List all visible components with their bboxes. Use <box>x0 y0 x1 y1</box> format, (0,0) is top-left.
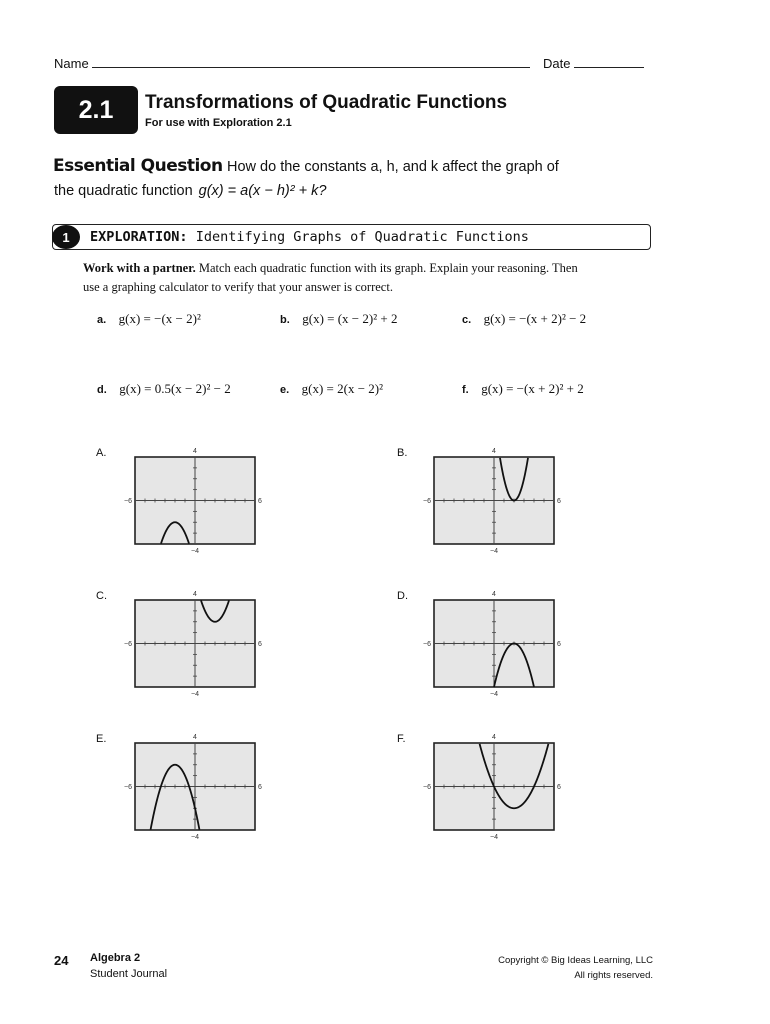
x-max-label: 6 <box>557 498 561 505</box>
y-min-label: −4 <box>191 691 199 698</box>
y-max-label: 4 <box>193 591 197 598</box>
y-max-label: 4 <box>492 734 496 741</box>
name-line <box>92 56 530 68</box>
exploration-title: Identifying Graphs of Quadratic Functions <box>195 229 529 245</box>
page-number: 24 <box>54 953 69 968</box>
graph-a <box>115 442 270 557</box>
x-min-label: −6 <box>124 784 132 791</box>
essential-question-label: Essential Question <box>53 156 223 176</box>
function-item-b <box>280 310 397 328</box>
book-subtitle: Student Journal <box>90 968 168 980</box>
graph-letter-f: F. <box>397 733 406 745</box>
graph-letter-c: C. <box>96 590 107 602</box>
function-item-a <box>97 310 201 328</box>
y-min-label: −4 <box>490 834 498 841</box>
x-max-label: 6 <box>557 641 561 648</box>
instructions-bold: Work with a partner. <box>83 261 196 275</box>
y-max-label: 4 <box>492 591 496 598</box>
graph-d <box>414 585 569 700</box>
y-max-label: 4 <box>193 734 197 741</box>
graph-f <box>414 728 569 843</box>
rights-reserved: All rights reserved. <box>574 970 653 981</box>
page-title: Transformations of Quadratic Functions <box>145 92 508 113</box>
essential-question-line2: the quadratic function <box>54 183 193 199</box>
function-item-f <box>462 380 584 398</box>
exploration-heading <box>90 229 529 245</box>
x-min-label: −6 <box>124 498 132 505</box>
y-min-label: −4 <box>490 691 498 698</box>
exploration-label: EXPLORATION: <box>90 229 188 245</box>
function-expression: g(x) = −(x − 2)² <box>118 311 201 326</box>
graph-b <box>414 442 569 557</box>
name-label: Name <box>54 56 89 71</box>
book-title: Algebra 2 <box>90 952 141 964</box>
function-expression: g(x) = (x − 2)² + 2 <box>302 311 398 326</box>
essential-question-line2-wrap <box>54 183 326 199</box>
x-max-label: 6 <box>258 641 262 648</box>
graph-letter-d: D. <box>397 590 408 602</box>
y-min-label: −4 <box>191 548 199 555</box>
essential-question-formula: g(x) = a(x − h)² + k? <box>198 183 327 199</box>
y-max-label: 4 <box>193 448 197 455</box>
function-letter: c. <box>462 314 472 326</box>
y-min-label: −4 <box>490 548 498 555</box>
x-min-label: −6 <box>423 498 431 505</box>
graph-letter-e: E. <box>96 733 107 745</box>
section-number-badge: 2.1 <box>54 86 138 134</box>
instructions-rest: Match each quadratic function with its graph. Explain your reasoning. Then use a graphing calculator to verify that your answer is correct. <box>83 261 578 294</box>
date-field[interactable] <box>543 56 644 71</box>
page-subtitle: For use with Exploration 2.1 <box>145 117 292 129</box>
essential-question-line1: How do the constants a, h, and k affect the graph of <box>227 159 559 175</box>
x-min-label: −6 <box>423 784 431 791</box>
function-letter: d. <box>97 384 107 396</box>
x-max-label: 6 <box>258 498 262 505</box>
exploration-number-badge: 1 <box>52 225 80 249</box>
date-label: Date <box>543 56 571 71</box>
date-line <box>574 56 644 68</box>
exploration-instructions <box>83 259 583 297</box>
copyright: Copyright © Big Ideas Learning, LLC <box>498 955 653 966</box>
graph-e <box>115 728 270 843</box>
y-min-label: −4 <box>191 834 199 841</box>
name-field[interactable] <box>54 56 530 71</box>
function-item-c <box>462 310 586 328</box>
x-min-label: −6 <box>423 641 431 648</box>
function-item-d <box>97 380 231 398</box>
function-expression: g(x) = 0.5(x − 2)² − 2 <box>119 381 231 396</box>
function-letter: b. <box>280 314 290 326</box>
function-item-e <box>280 380 383 398</box>
graph-letter-a: A. <box>96 447 107 459</box>
function-letter: f. <box>462 384 469 396</box>
essential-question-text <box>227 159 559 175</box>
x-max-label: 6 <box>557 784 561 791</box>
graph-letter-b: B. <box>397 447 408 459</box>
x-min-label: −6 <box>124 641 132 648</box>
function-letter: e. <box>280 384 290 396</box>
function-expression: g(x) = −(x + 2)² + 2 <box>481 381 584 396</box>
function-expression: g(x) = −(x + 2)² − 2 <box>483 311 587 326</box>
x-max-label: 6 <box>258 784 262 791</box>
function-expression: g(x) = 2(x − 2)² <box>301 381 384 396</box>
graph-c <box>115 585 270 700</box>
y-max-label: 4 <box>492 448 496 455</box>
function-letter: a. <box>97 314 107 326</box>
